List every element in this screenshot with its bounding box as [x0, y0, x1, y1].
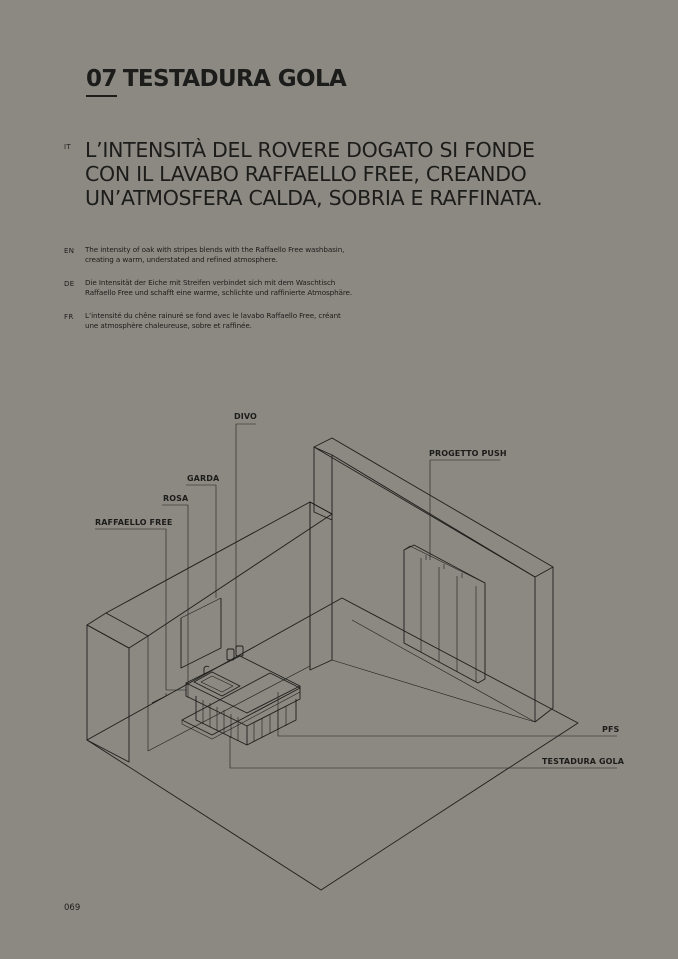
push-cabinet-top [404, 546, 485, 583]
label-progetto-push: PROGETTO PUSH [429, 449, 507, 458]
leader-progetto-push [430, 460, 500, 560]
leader-raffaello-free [95, 529, 186, 690]
leader-pfs [278, 692, 620, 736]
label-testadura-gola: TESTADURA GOLA [542, 757, 625, 766]
floor-outline [87, 598, 578, 890]
pfs-shelf-edge [182, 688, 300, 739]
body-line: Die Intensität der Eiche mit Streifen verbindet sich mit dem Waschtisch [85, 278, 336, 287]
headline-it: L’INTENSITÀ DEL ROVERE DOGATO SI FONDE CON IL LAVABO RAFFAELLO FREE, CREANDO UN’ATMOSFERA CALDA, SOBRIA E RAFFINATA. [85, 138, 543, 210]
floor-joint [352, 620, 535, 722]
section-title: TESTADURA GOLA [122, 66, 347, 92]
lang-code-en: EN [64, 247, 75, 255]
label-rosa: ROSA [163, 494, 189, 503]
body-line: une atmosphère chaleureuse, sobre et raffinée. [85, 320, 252, 330]
body-line: creating a warm, understated and refined atmosphere. [85, 254, 278, 264]
label-pfs: PFS [602, 725, 620, 734]
body-line: Raffaello Free und schafft eine warme, schlichte und raffinierte Atmosphäre. [85, 287, 353, 297]
left-wall-top [87, 613, 148, 648]
leader-garda [186, 485, 216, 598]
back-right-wall-front [332, 455, 535, 722]
towel-holder [152, 696, 166, 703]
accessory-cup [236, 646, 243, 656]
page-number: 069 [64, 903, 81, 913]
push-cabinet-outline [404, 545, 485, 683]
lang-code-de: DE [64, 280, 75, 288]
label-raffaello-free: RAFFAELLO FREE [95, 518, 173, 527]
section-number: 07 [86, 66, 117, 92]
lang-code-fr: FR [64, 313, 74, 321]
body-line: L’intensité du chêne rainuré se fond avec le lavabo Raffaello Free, créant [85, 311, 341, 320]
wall-pier [310, 502, 332, 670]
pfs-shelf [182, 673, 300, 735]
label-garda: GARDA [187, 474, 220, 483]
basin-inner [201, 676, 233, 692]
left-wall-front [87, 625, 129, 762]
mirror-outline [181, 598, 221, 668]
back-right-wall-base [332, 660, 535, 722]
label-divo: DIVO [234, 412, 257, 421]
back-right-wall-top [314, 438, 553, 577]
back-right-wall-bottom [535, 708, 553, 722]
lang-code-it: IT [64, 143, 71, 151]
body-line: The intensity of oak with stripes blends with the Raffaello Free washbasin, [85, 245, 345, 254]
leader-divo [236, 424, 256, 648]
